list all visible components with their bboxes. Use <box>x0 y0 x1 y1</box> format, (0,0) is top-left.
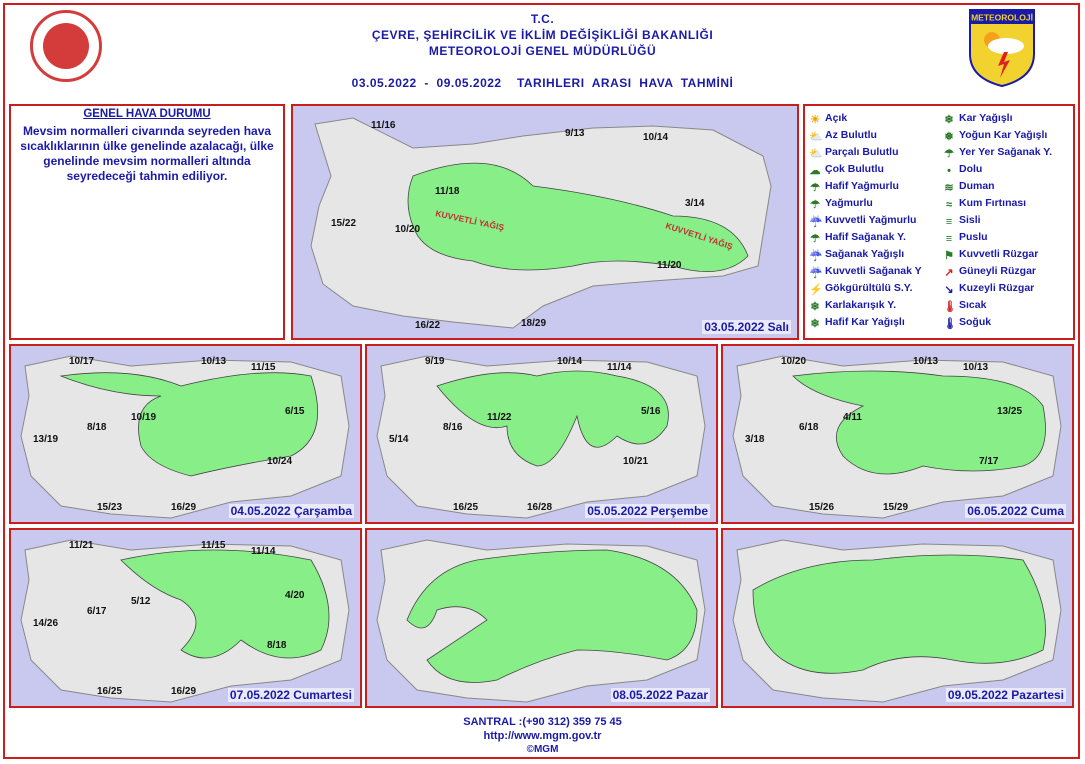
temp-label: 11/21 <box>69 540 94 551</box>
legend-item <box>809 197 873 211</box>
legend-label: Kuvvetli Yağmurlu <box>825 214 917 226</box>
daily-forecast-map <box>365 528 718 708</box>
temp-label: 11/15 <box>201 540 226 551</box>
legend-item <box>809 146 899 160</box>
temp-label: 14/26 <box>33 618 59 629</box>
heavy-rain-label: KUVVETLİ YAĞIŞ <box>664 220 734 252</box>
fog-icon: ≡ <box>945 216 953 228</box>
sleet-icon: ❄ <box>810 301 820 313</box>
temp-label: 13/19 <box>33 434 59 445</box>
footer-website-link[interactable]: http://www.mgm.gov.tr <box>483 730 602 742</box>
map-svg <box>11 530 360 706</box>
legend-label: Puslu <box>959 231 988 243</box>
temp-label: 11/18 <box>435 186 460 197</box>
legend-item <box>943 282 1034 296</box>
legend-label: Sağanak Yağışlı <box>825 248 905 260</box>
temp-label: 15/26 <box>809 502 835 513</box>
map-date-label: 07.05.2022 Cumartesi <box>229 688 352 702</box>
footer-phone: SANTRAL :(+90 312) 359 75 45 <box>463 716 622 728</box>
hail-icon: • <box>947 165 951 177</box>
temp-label: 10/13 <box>913 356 939 367</box>
temp-label: 11/16 <box>371 120 396 131</box>
shower-icon: ☔ <box>809 250 823 262</box>
map-date-label: 04.05.2022 Çarşamba <box>230 504 352 518</box>
temp-label: 6/15 <box>285 406 305 417</box>
cloudy-icon: ☁ <box>809 165 821 177</box>
legend-label: Yağmurlu <box>825 197 873 209</box>
legend-label: Soğuk <box>959 316 992 328</box>
daily-forecast-map <box>9 528 362 708</box>
temp-label: 3/18 <box>745 434 765 445</box>
temp-label: 15/22 <box>331 218 357 229</box>
cold-icon: 🌡 <box>943 318 957 330</box>
legend-label: Kuvvetli Rüzgar <box>959 248 1039 260</box>
legend-item <box>943 112 1013 126</box>
legend-item <box>943 214 981 228</box>
map-date-label: 05.05.2022 Perşembe <box>587 504 708 518</box>
heavy-snow-icon: ❅ <box>944 131 954 143</box>
temp-label: 8/18 <box>267 640 287 651</box>
temp-label: 10/17 <box>69 356 95 367</box>
legend-label: Parçalı Bulutlu <box>825 146 899 158</box>
temp-label: 11/22 <box>487 412 512 423</box>
legend-item <box>809 299 896 313</box>
legend-item <box>943 299 986 313</box>
hot-icon: 🌡 <box>943 301 957 313</box>
legend-label: Dolu <box>959 163 983 175</box>
temp-label: 10/13 <box>963 362 989 373</box>
legend-box <box>803 104 1075 340</box>
temp-label: 10/21 <box>623 456 649 467</box>
map-date-label: 06.05.2022 Cuma <box>967 504 1064 518</box>
thunder-icon: ⚡ <box>809 284 823 296</box>
map-svg <box>723 530 1072 706</box>
legend-item <box>943 180 995 194</box>
legend-label: Kuvvetli Sağanak Y <box>825 265 922 277</box>
south-wind-icon: ↗ <box>944 267 954 279</box>
partly-cloudy-icon: ⛅ <box>809 148 823 160</box>
daily-forecast-map <box>721 344 1074 524</box>
daily-forecast-map <box>365 344 718 524</box>
temp-label: 5/16 <box>641 406 661 417</box>
map-svg <box>723 346 1072 522</box>
map-date-label: 03.05.2022 Salı <box>704 320 789 334</box>
legend-label: Kar Yağışlı <box>959 112 1013 124</box>
temp-label: 10/19 <box>131 412 157 423</box>
legend-label: Sisli <box>959 214 981 226</box>
main-forecast-map <box>291 104 799 340</box>
temp-label: 11/15 <box>251 362 276 373</box>
main-map-svg <box>293 106 797 338</box>
legend-item <box>809 282 913 296</box>
rain-icon: ☂ <box>810 199 820 211</box>
temp-label: 16/25 <box>97 686 123 697</box>
heavy-shower-icon: ☔ <box>809 267 823 279</box>
temp-label: 5/12 <box>131 596 151 607</box>
general-weather-title: GENEL HAVA DURUMU <box>83 108 211 120</box>
temp-label: 3/14 <box>685 198 705 209</box>
light-shower-icon: ☂ <box>810 233 820 245</box>
footer-copyright: ©MGM <box>526 744 559 755</box>
legend-item <box>943 129 1047 143</box>
light-rain-icon: ☂ <box>810 182 820 194</box>
temp-label: 6/17 <box>87 606 107 617</box>
temp-label: 8/18 <box>87 422 107 433</box>
scattered-shower-icon: ☂ <box>944 148 954 160</box>
daily-forecast-map <box>9 344 362 524</box>
temp-label: 9/19 <box>425 356 445 367</box>
legend-item <box>943 231 988 245</box>
temp-label: 10/13 <box>201 356 227 367</box>
legend-item <box>809 316 905 330</box>
sun-icon: ☀ <box>810 114 820 126</box>
map-date-label: 09.05.2022 Pazartesi <box>947 688 1064 702</box>
legend-label: Yoğun Kar Yağışlı <box>959 129 1048 141</box>
temp-label: 10/24 <box>267 456 293 467</box>
legend-item <box>943 316 991 330</box>
temp-label: 16/29 <box>171 686 197 697</box>
legend-item <box>809 180 899 194</box>
legend-item <box>943 265 1036 279</box>
temp-label: 18/29 <box>521 318 547 329</box>
temp-label: 5/14 <box>389 434 409 445</box>
svg-text:METEOROLOJİ: METEOROLOJİ <box>971 12 1033 23</box>
legend-item <box>809 112 847 126</box>
legend-label: Karlakarışık Y. <box>825 299 897 311</box>
legend-item <box>809 129 877 143</box>
header-tc: T.C. <box>530 12 555 26</box>
legend-label: Çok Bulutlu <box>825 163 884 175</box>
legend-label: Kuzeyli Rüzgar <box>959 282 1035 294</box>
temp-label: 15/23 <box>97 502 123 513</box>
legend-label: Az Bulutlu <box>825 129 877 141</box>
temp-label: 7/17 <box>979 456 999 467</box>
legend-item <box>943 146 1052 160</box>
temp-label: 16/25 <box>453 502 479 513</box>
legend-item <box>809 265 922 279</box>
legend-item <box>809 214 916 228</box>
temp-label: 10/20 <box>395 224 421 235</box>
temp-label: 4/11 <box>843 412 862 423</box>
map-svg <box>11 346 360 522</box>
general-weather-box <box>9 104 285 340</box>
smoke-icon: ≋ <box>944 182 954 194</box>
legend-label: Güneyli Rüzgar <box>959 265 1037 277</box>
temp-label: 10/14 <box>643 132 669 143</box>
legend-label: Duman <box>959 180 995 192</box>
daily-forecast-map <box>721 528 1074 708</box>
sun-cloud-icon: ⛅ <box>809 131 823 143</box>
temp-label: 16/29 <box>171 502 197 513</box>
sandstorm-icon: ≈ <box>945 199 953 211</box>
legend-label: Açık <box>825 112 848 124</box>
temp-label: 10/20 <box>781 356 807 367</box>
header-date-range: 03.05.2022 - 09.05.2022 TARIHLERI ARASI HAVA TAHMİNİ <box>351 76 734 90</box>
heavy-rain-icon: ☔ <box>809 216 823 228</box>
map-svg <box>367 346 716 522</box>
temp-label: 15/29 <box>883 502 909 513</box>
legend-item <box>943 248 1038 262</box>
legend-item <box>943 163 982 177</box>
legend-label: Yer Yer Sağanak Y. <box>959 146 1053 158</box>
temp-label: 9/13 <box>565 128 585 139</box>
header-directorate: METEOROLOJİ GENEL MÜDÜRLÜĞÜ <box>428 44 657 58</box>
temp-label: 16/22 <box>415 320 441 331</box>
temp-label: 4/20 <box>285 590 305 601</box>
legend-label: Hafif Sağanak Y. <box>825 231 906 243</box>
header-ministry: ÇEVRE, ŞEHİRCİLİK VE İKLİM DEĞİŞİKLİĞİ BAKANLIĞI <box>371 28 714 42</box>
temp-label: 13/25 <box>997 406 1023 417</box>
north-wind-icon: ↘ <box>944 284 954 296</box>
legend-label: Gökgürültülü S.Y. <box>825 282 913 294</box>
general-weather-text: Mevsim normalleri civarında seyreden hava sıcaklıklarının ülke genelinde azalacağı, ülke genelinde mevsim normalleri altında seyredeceği tahmin ediliyor. <box>20 124 274 183</box>
map-date-label: 08.05.2022 Pazar <box>612 688 708 702</box>
legend-label: Sıcak <box>959 299 987 311</box>
legend-item <box>943 197 1026 211</box>
strong-wind-icon: ⚑ <box>944 250 954 262</box>
legend-label: Kum Fırtınası <box>959 197 1027 209</box>
temp-label: 11/14 <box>607 362 632 373</box>
map-svg <box>367 530 716 706</box>
haze-icon: ≡ <box>945 233 953 245</box>
heavy-rain-label: KUVVETLİ YAĞIŞ <box>434 208 506 233</box>
mgm-logo <box>968 8 1036 88</box>
legend-label: Hafif Kar Yağışlı <box>825 316 905 328</box>
light-snow-icon: ❄ <box>810 318 820 330</box>
temp-label: 8/16 <box>443 422 463 433</box>
legend-label: Hafif Yağmurlu <box>825 180 899 192</box>
temp-label: 6/18 <box>799 422 819 433</box>
snow-icon: ❄ <box>944 114 954 126</box>
temp-label: 11/20 <box>657 260 682 271</box>
temp-label: 11/14 <box>251 546 276 557</box>
legend-item <box>809 163 884 177</box>
legend-item <box>809 248 904 262</box>
temp-label: 16/28 <box>527 502 553 513</box>
temp-label: 10/14 <box>557 356 583 367</box>
legend-item <box>809 231 906 245</box>
